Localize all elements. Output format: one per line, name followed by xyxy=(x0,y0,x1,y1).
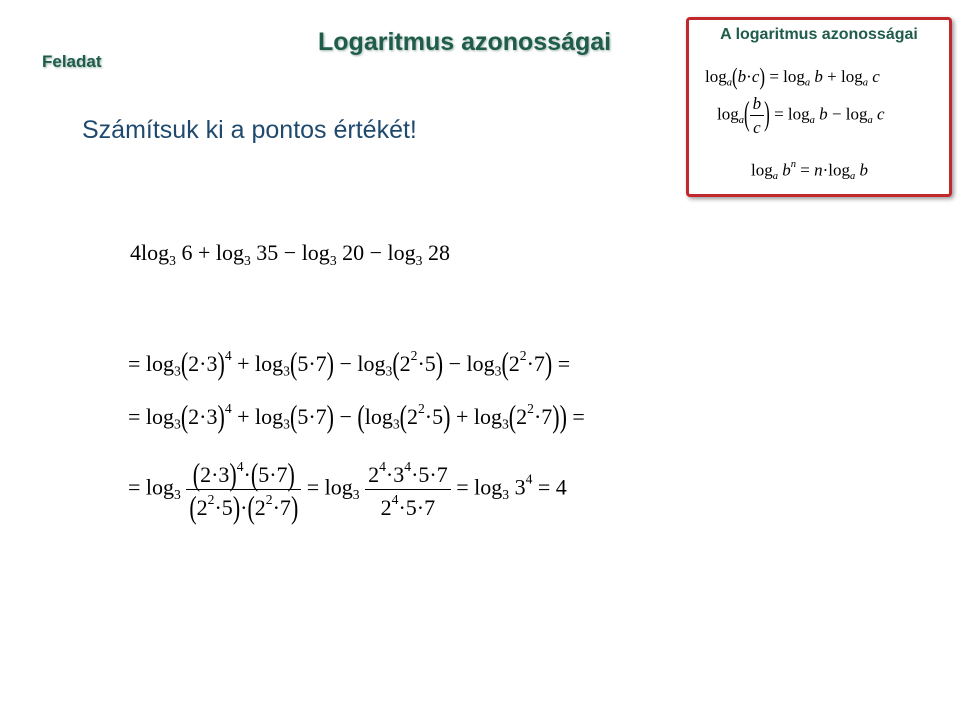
identities-box-title: A logaritmus azonosságai xyxy=(720,26,918,43)
identity-quotient: $\log_a$( $\frac{b}{c}$ ) = $\log_a b - \log_a c$ xyxy=(717,94,885,137)
identities-box xyxy=(686,17,952,197)
task-instruction: Számítsuk ki a pontos értékét! xyxy=(82,116,417,144)
solution-step-1: = $\log_3(2\cdot 3)^4 + \log_3(5\cdot 7) - \log_3(2^2\cdot 5) - \log_3(2^2\cdot 7)$ = xyxy=(128,345,571,382)
identity-power: $\log_a b^n = n\cdot\log_a$ b xyxy=(751,159,869,183)
solution-step-2: = $\log_3(2\cdot 3)^4 + \log_3(5\cdot 7) - (\log_3(2^2\cdot 5) + \log_3(2^2\cdot 7))$ = xyxy=(128,398,585,435)
problem-expression: $4\log_3$ $6 + \log_3 35 - \log_3 20 - \log_3 28$ xyxy=(130,240,450,268)
task-tag: Feladat xyxy=(42,52,102,71)
solution-step-3: = $\log_3$ $\frac{(2\cdot 3)^4\cdot(5\cdot 7)}{(2^2\cdot 5)\cdot(2^2\cdot 7)}$ = $\log_3$ $\frac{2^4\cdot 3^4\cdot 5\cdot 7}{2^4\cdot 5\cdot 7}$ = $\log_3 3^4 = 4$ xyxy=(128,456,567,526)
slide-title: Logaritmus azonosságai xyxy=(318,28,612,56)
identity-product: $\log_a(b\cdot c) = \log_a b + \log_a c$ xyxy=(705,62,880,91)
